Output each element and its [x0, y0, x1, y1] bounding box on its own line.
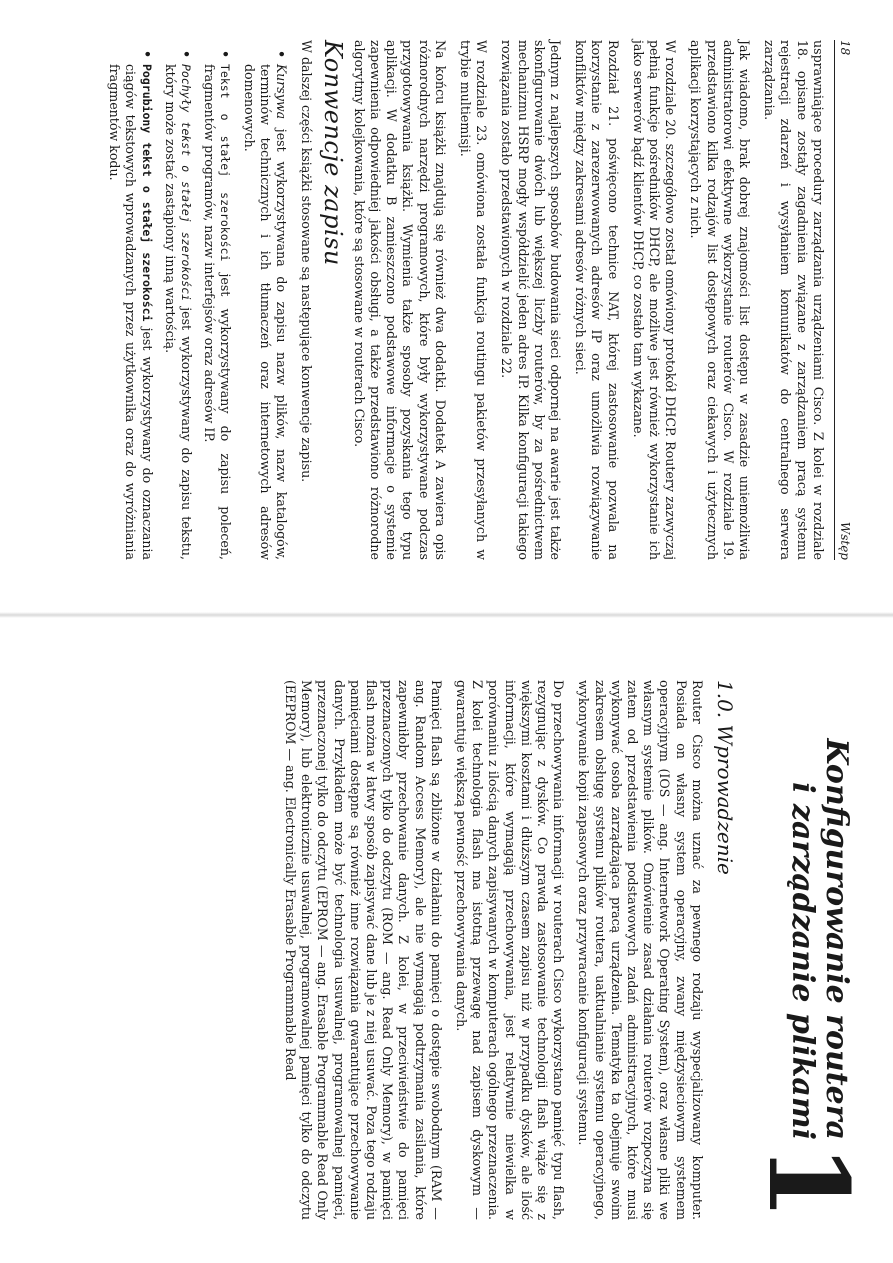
left-book-page	[0, 0, 893, 610]
paragraph: Jednym z najlepszych sposobów budowania sieci odpornej na awarie jest także skonfigurowanie dwóch lub większej liczby routerów, by za pośrednictwem mechanizmu HSRP mogły współdzielić jeden adres IP. Kilka konfiguracji takiego rozwiązania zostało przedstawionych w rozdziale 22.	[499, 40, 563, 560]
chapter-title	[785, 739, 853, 1140]
paragraph: W rozdziale 20. szczegółowo został omówiony protokół DHCP. Routery zazwyczaj pełnią funkcje pośredników DHCP, ale możliwe jest również wykorzystanie ich jako serwerów bądź klientów DHCP, co zostało tam wykazane.	[630, 40, 679, 560]
convention-text: jest wykorzystywany do zapisu poleceń, fragmentów programów, nazw interfejsów oraz adresów IP.	[202, 64, 234, 561]
convention-text: jest wykorzystywany do zapisu tekstu, który może zostać zastąpiony inną wartością.	[162, 64, 195, 560]
chapter-header	[743, 680, 873, 1220]
right-book-page	[0, 640, 893, 1260]
conventions-intro: W dalszej części książki stosowane są następujące konwencje zapisu.	[299, 40, 315, 483]
paragraph: Router Cisco można uznać za pewnego rodzaju wyspecjalizowany komputer. Posiada on własny system operacyjny, zwany międzysieciowym systemem operacyjnym (IOS — ang. Internetwork Operating System), oraz własne pliki we własnym systemie plików. Omówienie zasad działania routerów rozpoczyna się zatem od przedstawienia podstawowych zadań administracyjnych, które musi wykonywać osoba zarządzająca pracą urządzenia. Tematyka ta obejmuje swoim zakresem obsługę systemu plików routera, uaktualnianie systemu operacyjnego, wykonywanie kopii zapasowych oraz przywracanie konfiguracji systemu.	[576, 680, 705, 1220]
list-item	[201, 50, 233, 560]
running-head	[834, 40, 853, 560]
page-number: 18	[838, 40, 852, 56]
chapter-title-line: Konfigurowanie routera	[819, 738, 854, 1140]
convention-term: Pogrubiony tekst o stałej szerokości	[139, 64, 154, 322]
paragraph: Na końcu książki znajdują się również dwa dodatki. Dodatek A zawiera opis różnorodnych narzędzi programowych, które były wykorzystywane podczas przygotowywania książki. Wymienia także sposoby pozyskania tego typu aplikacji. W dodatku B zamieszczono podstawowe informacje o systemie zapewnienia odpowiedniej jakości obsługi, a także przedstawiono różnorodne algorytmy kolejkowania, które są stosowane w routerach Cisco.	[351, 40, 448, 560]
paragraph: Rozdział 21. poświęcono technice NAT, której zastosowanie pozwala na korzystanie z zarezerwowanych adresów IP oraz umożliwia rozwiązywanie konfliktów między zakresami adresów różnych sieci.	[573, 40, 621, 560]
running-title: Wstęp	[838, 521, 852, 560]
paragraph: usprawniające procedury zarządzania urządzeniami Cisco. Z kolei w rozdziale 18. opisane zostały zagadnienia związane z zarządzaniem pracą systemu rejestracji zdarzeń i wysyłaniem komunikatów do centralnego serwera zarządzania.	[762, 40, 826, 560]
list-item	[162, 50, 194, 560]
convention-term: Tekst o stałej szerokości	[218, 64, 233, 262]
paragraph: Pamięci flash są zbliżone w działaniu do pamięci o dostępie swobodnym (RAM — ang. Random Access Memory), ale nie wymagają podtrzymania zasilania, które zapewniłoby przechowanie danych. Z kolei, w przeciwieństwie do pamięci przeznaczonych tylko do odczytu (ROM — ang. Read Only Memory), w pamięci flash można w łatwy sposób zapisywać dane lub je z niej usuwać. Poza tego rodzaju pamięciami dostępne są również inne rozwiązania gwarantujące przechowywanie danych. Przykładem może być technologia usuwalnej, programowalnej pamięci, przeznaczonej tylko do odczytu (EPROM — ang. Erasable Programmable Read Only Memory), lub elektronicznie usuwalnej, programowalnej pamięci tylko do odczytu (EEPROM — ang. Electronically Erasable Programmable Read	[282, 680, 444, 1220]
convention-term: Kursywa	[274, 64, 290, 120]
list-item	[241, 50, 290, 560]
paragraph: Do przechowywania informacji w routerach Cisco wykorzystano pamięć typu flash, rezygnując z dysków. Co prawda zastosowanie technologii flash wiąże się z większymi kosztami i dłuższym czasem zapisu niż w przypadku dysków, ale ilość informacji, które wymagają przechowywania, jest relatywnie niewielka w porównaniu z ilością danych zapisywanych w komputerach ogólnego przeznaczenia. Z kolei technologia flash ma istotną przewagę nad zapisem dyskowym — gwarantuje większą pewność przechowywania danych.	[453, 680, 567, 1220]
right-page-content	[273, 680, 873, 1220]
list-item	[106, 50, 155, 560]
page-gutter	[0, 612, 893, 618]
chapter-number: 1	[744, 1143, 873, 1220]
convention-text: jest wykorzystywana do zapisu nazw plików, nazw katalogów, terminów technicznych i ich tłumaczeń oraz internetowych adresów domenowych.	[241, 64, 290, 560]
section-heading-conventions: Konwencje zapisu	[318, 40, 347, 266]
convention-term: Pochyły tekst o stałej szerokości	[179, 64, 194, 302]
paragraph: Jak wiadomo, brak dobrej znajomości list dostępu w zasadzie uniemożliwia administratorowi efektywne wykorzystanie routerów Cisco. W rozdziale 19. przedstawiono kilka rodzajów list dostępowych oraz ciekawych i użytecznych aplikacji korzystających z nich.	[688, 40, 752, 560]
left-page-content	[99, 40, 853, 560]
section-heading-introduction: 1.0. Wprowadzenie	[713, 680, 737, 875]
conventions-list	[106, 50, 289, 560]
chapter-title-line: i zarządzanie plikami	[785, 782, 820, 1140]
convention-text: jest wykorzystywany do oznaczania ciągów tekstowych wprowadzanych przez użytkownika oraz do wyróżniania fragmentów kodu.	[107, 64, 155, 560]
paragraph: W rozdziale 23. omówiona została funkcja routingu pakietów przesyłanych w trybie multiemisji.	[457, 40, 490, 560]
